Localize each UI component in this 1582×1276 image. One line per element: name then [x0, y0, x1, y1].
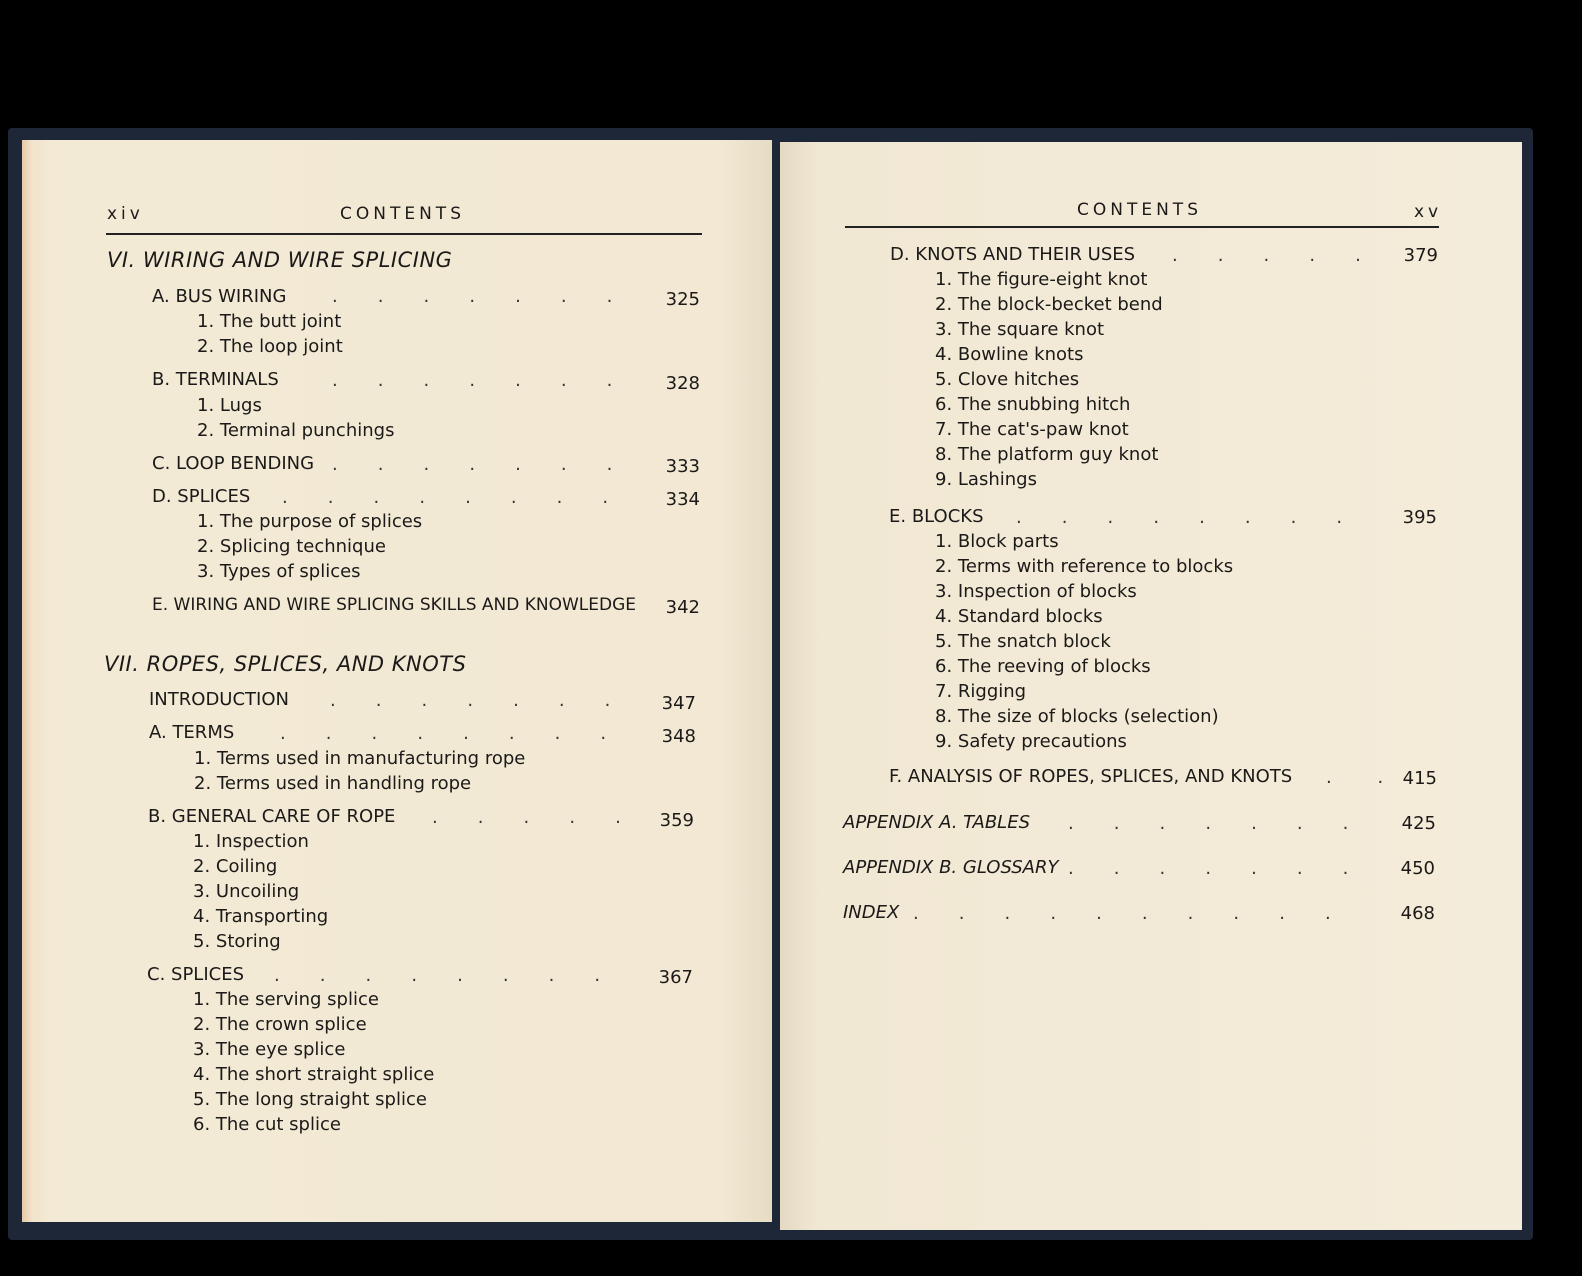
- leader-dots: . . . . . . .: [330, 690, 611, 711]
- page-number: xiv: [107, 204, 144, 224]
- header-rule: [845, 226, 1439, 228]
- right-page: [780, 142, 1522, 1230]
- page-ref: 347: [661, 693, 696, 714]
- appendix-heading: APPENDIX B. GLOSSARY: [843, 857, 1059, 878]
- leader-dots: . . . . .: [432, 807, 621, 828]
- page-ref: 468: [1400, 903, 1435, 924]
- list-item: 6. The snubbing hitch: [935, 394, 1131, 415]
- list-item: 2. Terminal punchings: [197, 420, 395, 441]
- section-heading: F. ANALYSIS OF ROPES, SPLICES, AND KNOTS: [889, 766, 1293, 787]
- list-item: 1. The butt joint: [197, 311, 342, 332]
- list-item: 2. The crown splice: [193, 1014, 367, 1035]
- list-item: 9. Safety precautions: [935, 731, 1127, 752]
- list-item: 3. The eye splice: [193, 1039, 346, 1060]
- leader-dots: . . . . . . . .: [282, 487, 609, 508]
- list-item: 3. The square knot: [935, 319, 1105, 340]
- list-item: 1. The purpose of splices: [197, 511, 423, 532]
- leader-dots: . . . . . . . .: [274, 965, 601, 986]
- list-item: 3. Uncoiling: [193, 881, 300, 902]
- section-heading: A. BUS WIRING: [152, 286, 287, 307]
- running-head: CONTENTS: [340, 204, 465, 224]
- list-item: 1. Terms used in manufacturing rope: [194, 748, 526, 769]
- list-item: 2. Terms with reference to blocks: [935, 556, 1234, 577]
- chapter-title: VII. ROPES, SPLICES, AND KNOTS: [104, 652, 467, 676]
- page-ref: 450: [1400, 858, 1435, 879]
- page-ref: 359: [659, 810, 694, 831]
- section-heading: E. BLOCKS: [889, 506, 984, 527]
- section-heading: INTRODUCTION: [149, 689, 289, 710]
- list-item: 9. Lashings: [935, 469, 1037, 490]
- leader-dots: . . . . . . .: [1068, 858, 1349, 879]
- list-item: 2. Terms used in handling rope: [194, 773, 472, 794]
- leader-dots: . .: [1326, 767, 1384, 788]
- page-ref: 348: [661, 726, 696, 747]
- section-heading: C. LOOP BENDING: [152, 453, 315, 474]
- list-item: 4. Standard blocks: [935, 606, 1103, 627]
- list-item: 5. Clove hitches: [935, 369, 1080, 390]
- page-ref: 334: [665, 489, 700, 510]
- left-page: [22, 140, 772, 1222]
- list-item: 1. Inspection: [193, 831, 309, 852]
- list-item: 7. Rigging: [935, 681, 1027, 702]
- list-item: 3. Inspection of blocks: [935, 581, 1137, 602]
- list-item: 8. The platform guy knot: [935, 444, 1159, 465]
- section-heading: D. SPLICES: [152, 486, 251, 507]
- list-item: 6. The reeving of blocks: [935, 656, 1151, 677]
- list-item: 4. Transporting: [193, 906, 329, 927]
- page-ref: 395: [1402, 507, 1437, 528]
- list-item: 2. Splicing technique: [197, 536, 386, 557]
- page-ref: 425: [1401, 813, 1436, 834]
- list-item: 7. The cat's-paw knot: [935, 419, 1129, 440]
- appendix-heading: APPENDIX A. TABLES: [843, 812, 1031, 833]
- section-heading: B. TERMINALS: [152, 369, 279, 390]
- leader-dots: . . . . . . .: [332, 454, 613, 475]
- list-item: 2. The loop joint: [197, 336, 343, 357]
- section-heading: D. KNOTS AND THEIR USES: [890, 244, 1136, 265]
- leader-dots: . . . . . . .: [332, 370, 613, 391]
- list-item: 1. The figure-eight knot: [935, 269, 1148, 290]
- leader-dots: . . . . .: [1172, 245, 1361, 266]
- section-heading: A. TERMS: [149, 722, 235, 743]
- page-ref: 342: [665, 597, 700, 618]
- section-heading: B. GENERAL CARE OF ROPE: [148, 806, 396, 827]
- leader-dots: . . . . . . . .: [280, 723, 607, 744]
- page-ref: 379: [1403, 245, 1438, 266]
- page-ref: 325: [665, 289, 700, 310]
- list-item: 5. Storing: [193, 931, 281, 952]
- page-ref: 333: [665, 456, 700, 477]
- list-item: 1. The serving splice: [193, 989, 379, 1010]
- list-item: 5. The snatch block: [935, 631, 1111, 652]
- leader-dots: . . . . . . . .: [1016, 507, 1343, 528]
- leader-dots: . . . . . . . . . .: [913, 903, 1331, 924]
- list-item: 8. The size of blocks (selection): [935, 706, 1219, 727]
- page-ref: 328: [665, 373, 700, 394]
- list-item: 2. The block-becket bend: [935, 294, 1163, 315]
- list-item: 1. Lugs: [197, 395, 262, 416]
- list-item: 5. The long straight splice: [193, 1089, 427, 1110]
- list-item: 1. Block parts: [935, 531, 1059, 552]
- running-head: CONTENTS: [1077, 200, 1202, 220]
- leader-dots: . . . . . . .: [332, 286, 613, 307]
- page-ref: 415: [1402, 768, 1437, 789]
- list-item: 4. Bowline knots: [935, 344, 1084, 365]
- list-item: 6. The cut splice: [193, 1114, 341, 1135]
- section-heading: E. WIRING AND WIRE SPLICING SKILLS AND KNOWLEDGE: [152, 595, 637, 615]
- leader-dots: . . . . . . .: [1068, 813, 1349, 834]
- list-item: 2. Coiling: [193, 856, 278, 877]
- list-item: 4. The short straight splice: [193, 1064, 435, 1085]
- chapter-title: VI. WIRING AND WIRE SPLICING: [107, 248, 453, 272]
- section-heading: C. SPLICES: [147, 964, 244, 985]
- page-ref: 367: [658, 967, 693, 988]
- index-heading: INDEX: [843, 902, 900, 923]
- page-number: xv: [1414, 202, 1443, 222]
- list-item: 3. Types of splices: [197, 561, 361, 582]
- header-rule: [106, 233, 702, 235]
